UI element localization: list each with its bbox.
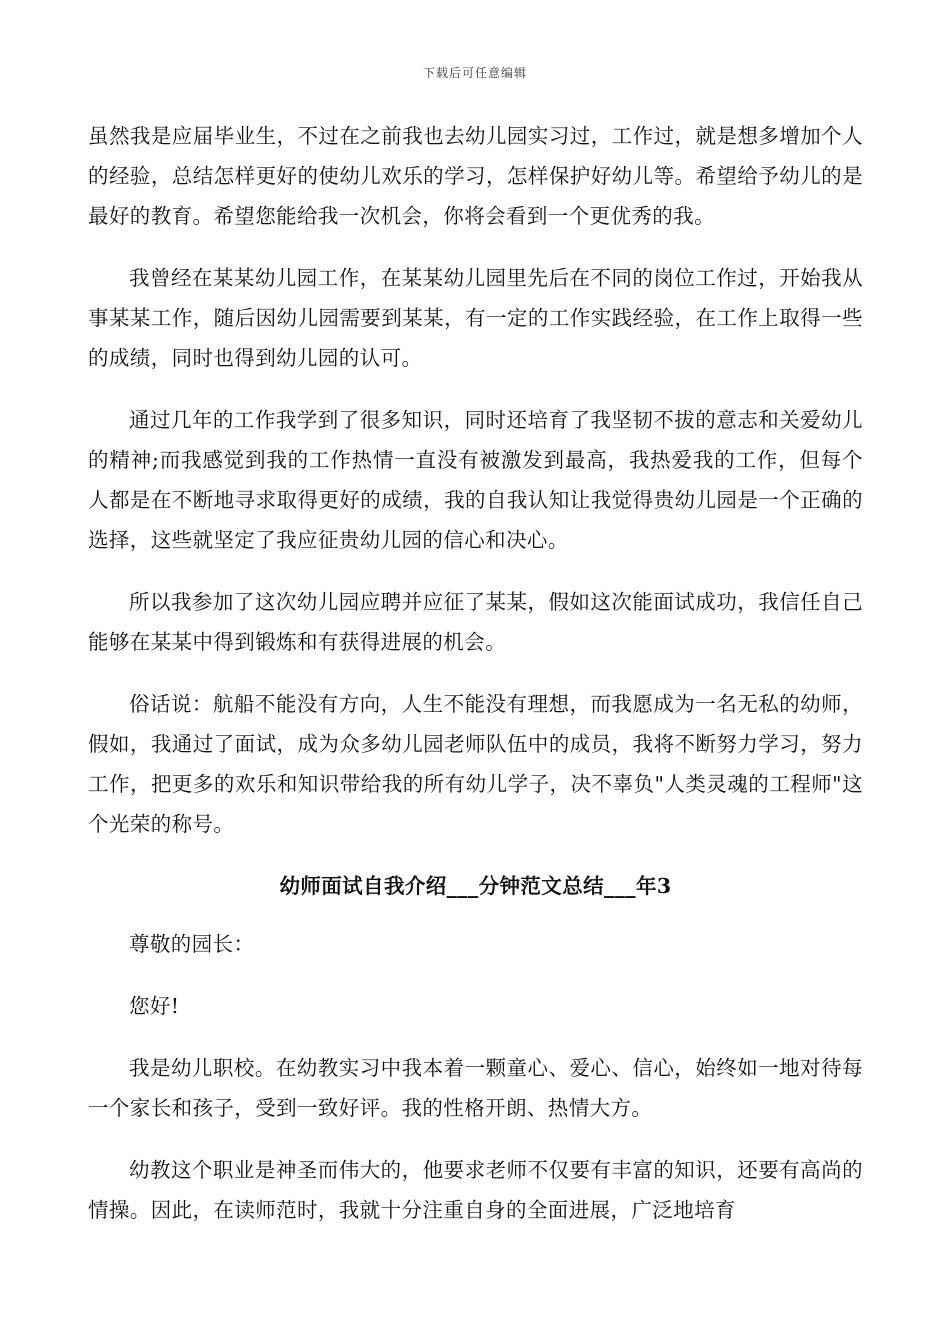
paragraph-5: 俗话说：航船不能没有方向，人生不能没有理想，而我愿成为一名无私的幼师，假如，我通过了面试，成为众多幼儿园老师队伍中的成员，我将不断努力学习，努力工作，把更多的欢乐和知识带给我的所有幼儿学子，决不辜负"人类灵魂的工程师"这个光荣的称号。: [88, 692, 863, 836]
paragraph-7: 幼教这个职业是神圣而伟大的，他要求老师不仅要有丰富的知识，还要有高尚的情操。因此，在读师范时，我就十分注重自身的全面进展，广泛地培育: [88, 1158, 863, 1222]
document-body: [88, 116, 863, 1252]
paragraph-3: 通过几年的工作我学到了很多知识，同时还培育了我坚韧不拔的意志和关爱幼儿的精神;而我感觉到我的工作热情一直没有被激发到最高，我热爱我的工作，但每个人都是在不断地寻求取得更好的成绩，我的自我认知让我觉得贵幼儿园是一个正确的选择，这些就坚定了我应征贵幼儿园的信心和决心。: [88, 408, 863, 552]
greeting: 您好!: [129, 994, 180, 1018]
paragraph-1: 虽然我是应届毕业生，不过在之前我也去幼儿园实习过，工作过，就是想多增加个人的经验，总结怎样更好的使幼儿欢乐的学习，怎样保护好幼儿等。希望给予幼儿的是最好的教育。希望您能给我一次机会，你将会看到一个更优秀的我。: [88, 124, 863, 228]
page-header-note: 下载后可任意编辑: [422, 66, 527, 80]
section-title: 幼师面试自我介绍___分钟范文总结___年3: [279, 874, 672, 898]
paragraph-2: 我曾经在某某幼儿园工作，在某某幼儿园里先后在不同的岗位工作过，开始我从事某某工作，随后因幼儿园需要到某某，有一定的工作实践经验，在工作上取得一些的成绩，同时也得到幼儿园的认可。: [88, 266, 863, 370]
paragraph-4: 所以我参加了这次幼儿园应聘并应征了某某，假如这次能面试成功，我信任自己能够在某某中得到锻炼和有获得进展的机会。: [88, 590, 863, 654]
paragraph-6: 我是幼儿职校。在幼教实习中我本着一颗童心、爱心、信心，始终如一地对待每一个家长和孩子，受到一致好评。我的性格开朗、热情大方。: [88, 1056, 863, 1120]
salutation: 尊敬的园长：: [129, 932, 255, 956]
